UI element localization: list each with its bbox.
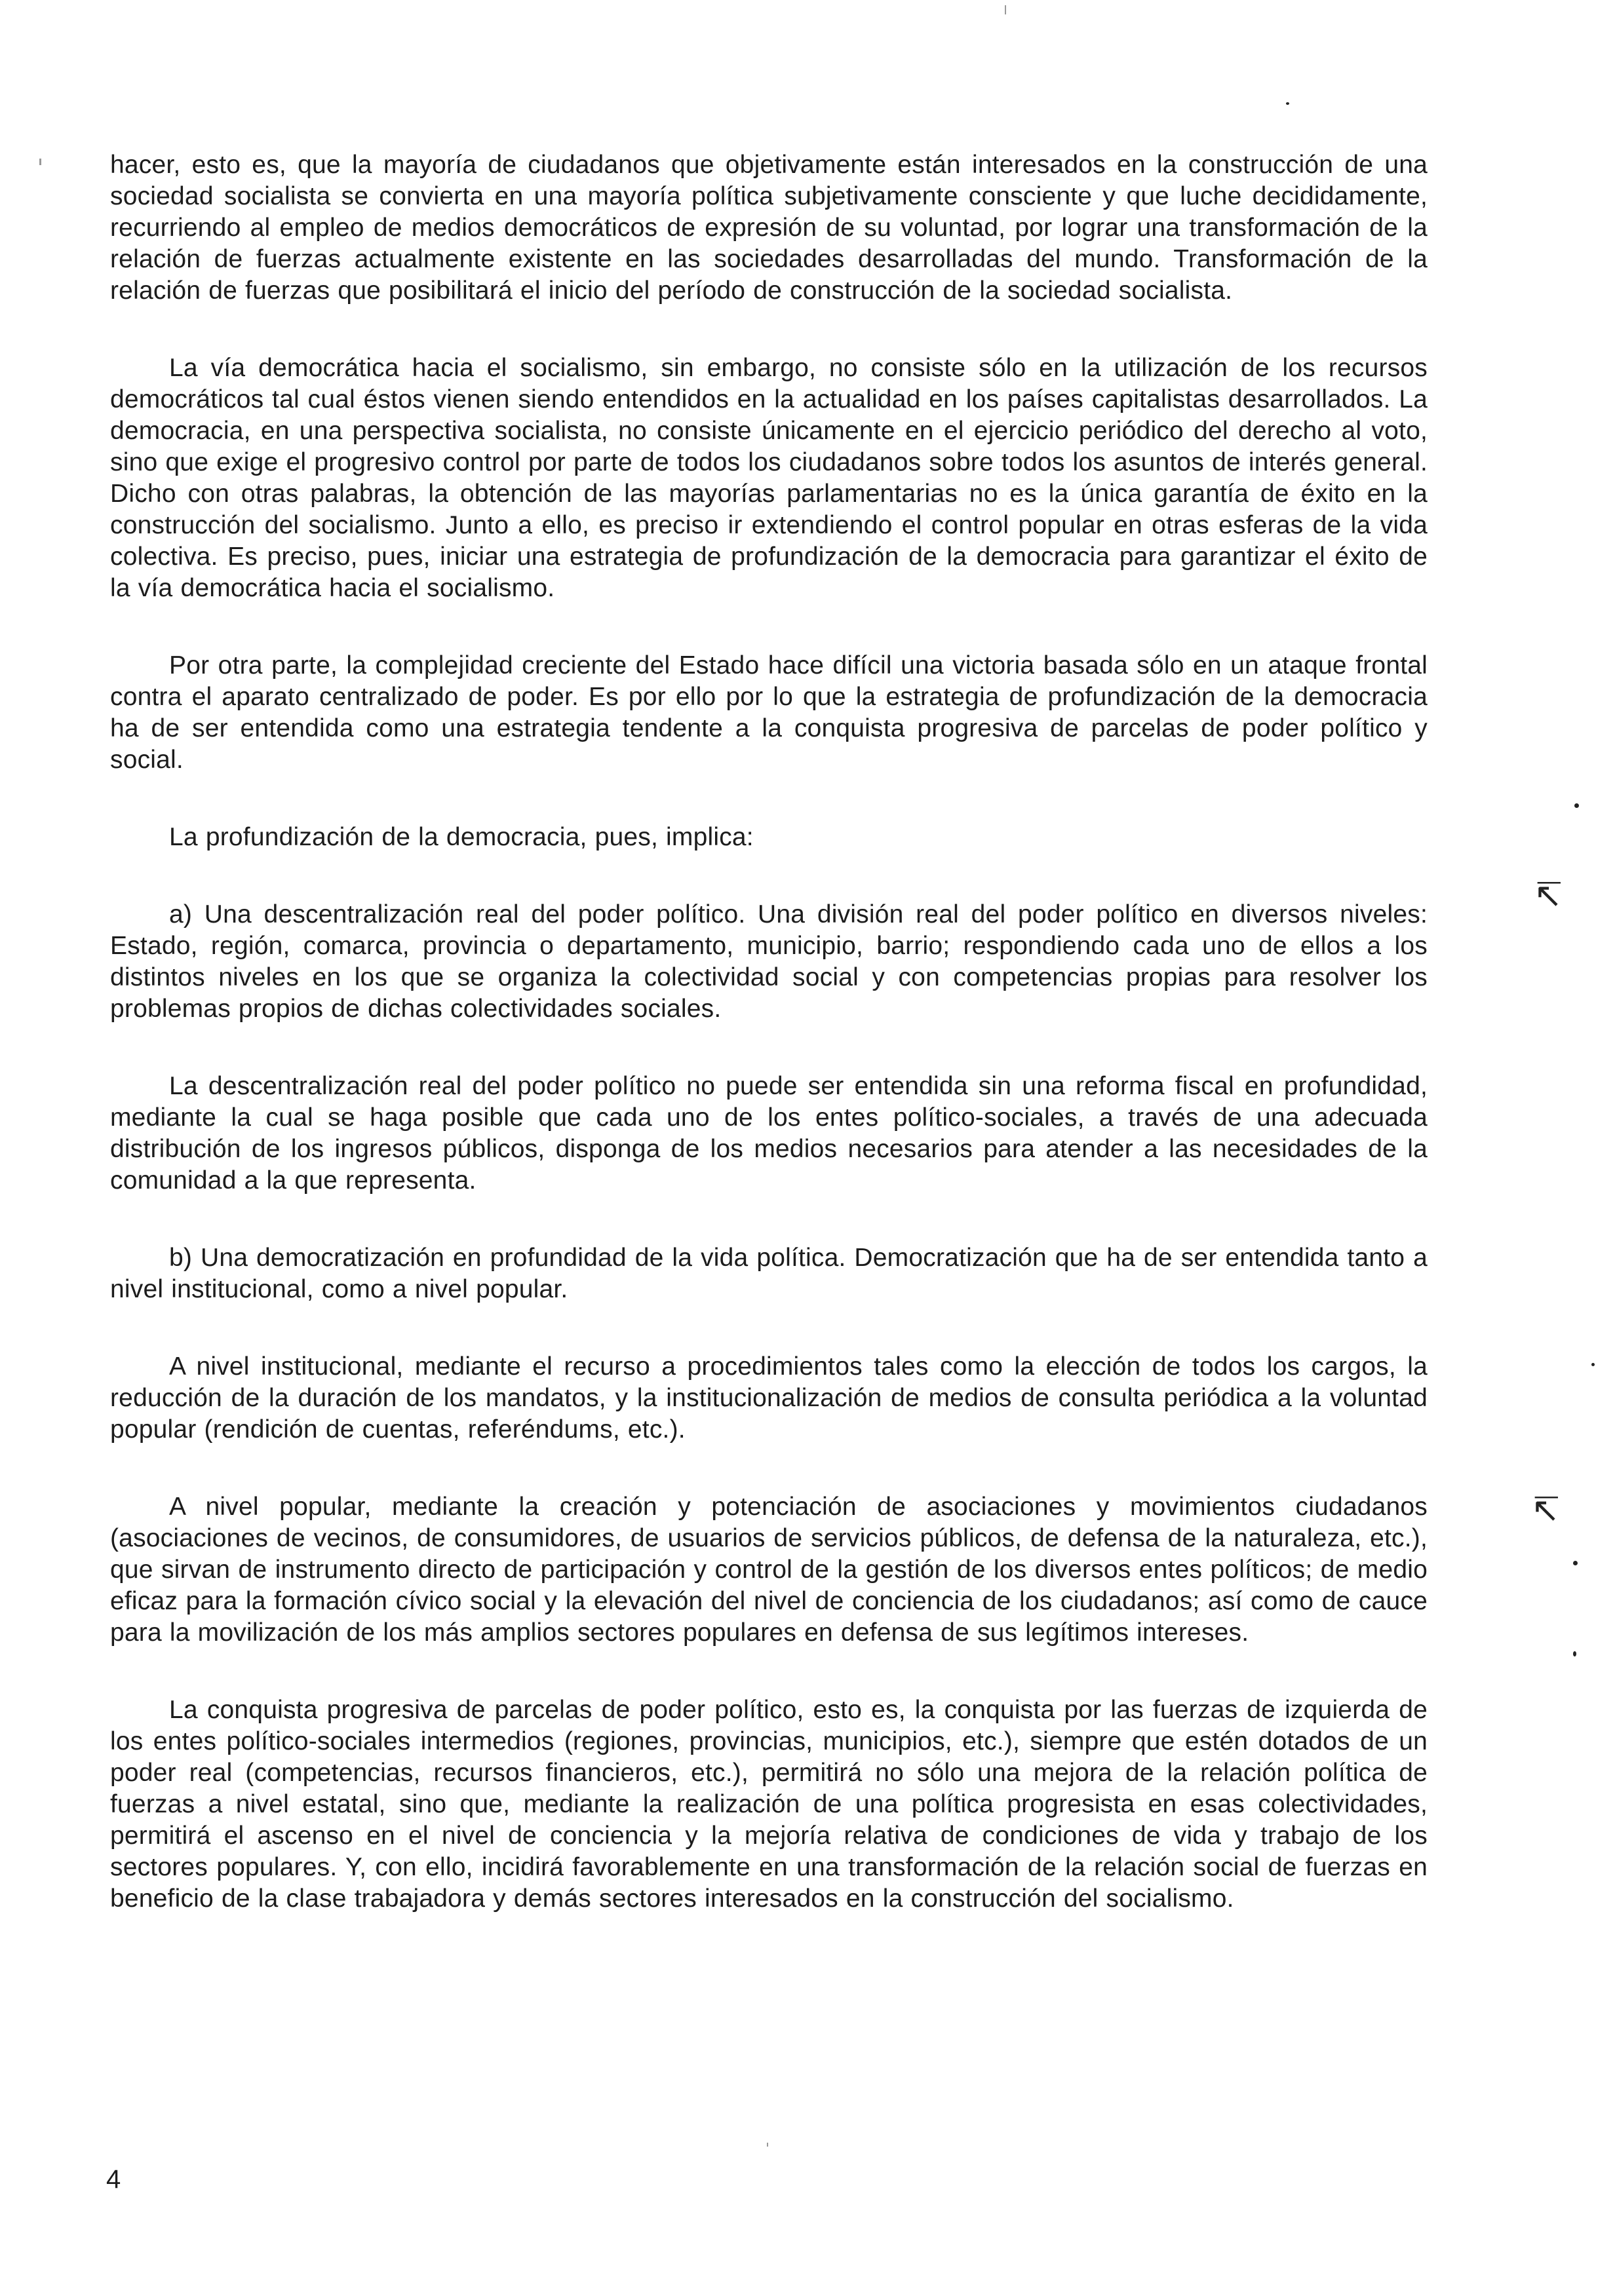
scan-speck [1591,1363,1595,1366]
scan-speck [1573,1561,1578,1565]
paragraph-4: La profundización de la democracia, pues, implica: [169,823,754,851]
paragraph-5: a) Una descentralización real del poder político. Una división real del poder político en diversos niveles: Estado, región, comarca, provincia o departamento, municipio, barrio; respondiendo cada uno de ellos a los distintos niveles en los que se organiza la colectividad social y con competencias propias para resolver los problemas propios de dichas colectividades sociales. [110,900,1428,1023]
paragraph-8: A nivel institucional, mediante el recurso a procedimientos tales como la elección de todos los cargos, la reducción de la duración de los mandatos, y la institucionalización de medios de consulta periódica a la voluntad popular (rendición de cuentas, referéndums, etc.). [110,1352,1428,1444]
document-body [110,149,1428,1961]
paragraph-3: Por otra parte, la complejidad creciente del Estado hace difícil una victoria basada sólo en un ataque frontal contra el aparato centralizado de poder. Es por ello por lo que la estrategia de profundización de la democracia ha de ser entendida como una estrategia tendente a la conquista progresiva de parcelas de poder político y social. [110,651,1428,774]
scan-speck [1286,102,1289,105]
scan-speck [1005,5,1006,14]
scan-speck [1573,1651,1576,1656]
hole-punch-mark: ↸ [1531,1491,1560,1529]
scan-speck [1574,803,1579,808]
paragraph-2: La vía democrática hacia el socialismo, sin embargo, no consiste sólo en la utilización de los recursos democráticos tal cual éstos vienen siendo entendidos en la actualidad en los países capitalistas desarrollados. La democracia, en una perspectiva socialista, no consiste únicamente en el ejercicio periódico del derecho al voto, sino que exige el progresivo control por parte de todos los ciudadanos sobre todos los asuntos de interés general. Dicho con otras palabras, la obtención de las mayorías parlamentarias no es la única garantía de éxito en la construcción del socialismo. Junto a ello, es preciso ir extendiendo el control popular en otras esferas de la vida colectiva. Es preciso, pues, iniciar una estrategia de profundización de la democracia para garantizar el éxito de la vía democrática hacia el socialismo. [110,354,1428,602]
scan-speck [767,2143,768,2147]
paragraph-7: b) Una democratización en profundidad de la vida política. Democratización que ha de ser entendida tanto a nivel institucional, como a nivel popular. [110,1244,1428,1303]
paragraph-10: La conquista progresiva de parcelas de poder político, esto es, la conquista por las fuerzas de izquierda de los entes político-sociales intermedios (regiones, provincias, municipios, etc.), siempre que estén dotados de un poder real (competencias, recursos financieros, etc.), permitirá no sólo una mejora de la relación política de fuerzas a nivel estatal, sino que, mediante la realización de una política progresista en esas colectividades, permitirá el ascenso en el nivel de conciencia y la mejoría relativa de condiciones de vida y trabajo de los sectores populares. Y, con ello, incidirá favorablemente en una transformación de la relación social de fuerzas en beneficio de la clase trabajadora y demás sectores interesados en la construcción del socialismo. [110,1696,1428,1913]
paragraph-6: La descentralización real del poder político no puede ser entendida sin una reforma fiscal en profundidad, mediante la cual se haga posible que cada uno de los entes político-sociales, a través de una adecuada distribución de los ingresos públicos, disponga de los medios necesarios para atender a las necesidades de la comunidad a la que representa. [110,1072,1428,1195]
page-number: 4 [106,2165,121,2194]
hole-punch-mark: ↸ [1534,877,1563,915]
paragraph-9: A nivel popular, mediante la creación y potenciación de asociaciones y movimientos ciudadanos (asociaciones de vecinos, de consumidores, de usuarios de servicios públicos, de defensa de la naturaleza, etc.), que sirvan de instrumento directo de participación y control de la gestión de los diversos entes políticos; de medio eficaz para la formación cívico social y la elevación del nivel de conciencia de los ciudadanos; así como de cauce para la movilización de los más amplios sectores populares en defensa de sus legítimos intereses. [110,1493,1428,1647]
paragraph-1: hacer, esto es, que la mayoría de ciudadanos que objetivamente están interesados en la construcción de una sociedad socialista se convierta en una mayoría política subjetivamente consciente y que luche decididamente, recurriendo al empleo de medios democráticos de expresión de su voluntad, por lograr una transformación de la relación de fuerzas actualmente existente en las sociedades desarrolladas del mundo. Transformación de la relación de fuerzas que posibilitará el inicio del período de construcción de la sociedad socialista. [110,151,1428,305]
scan-speck [39,159,41,165]
